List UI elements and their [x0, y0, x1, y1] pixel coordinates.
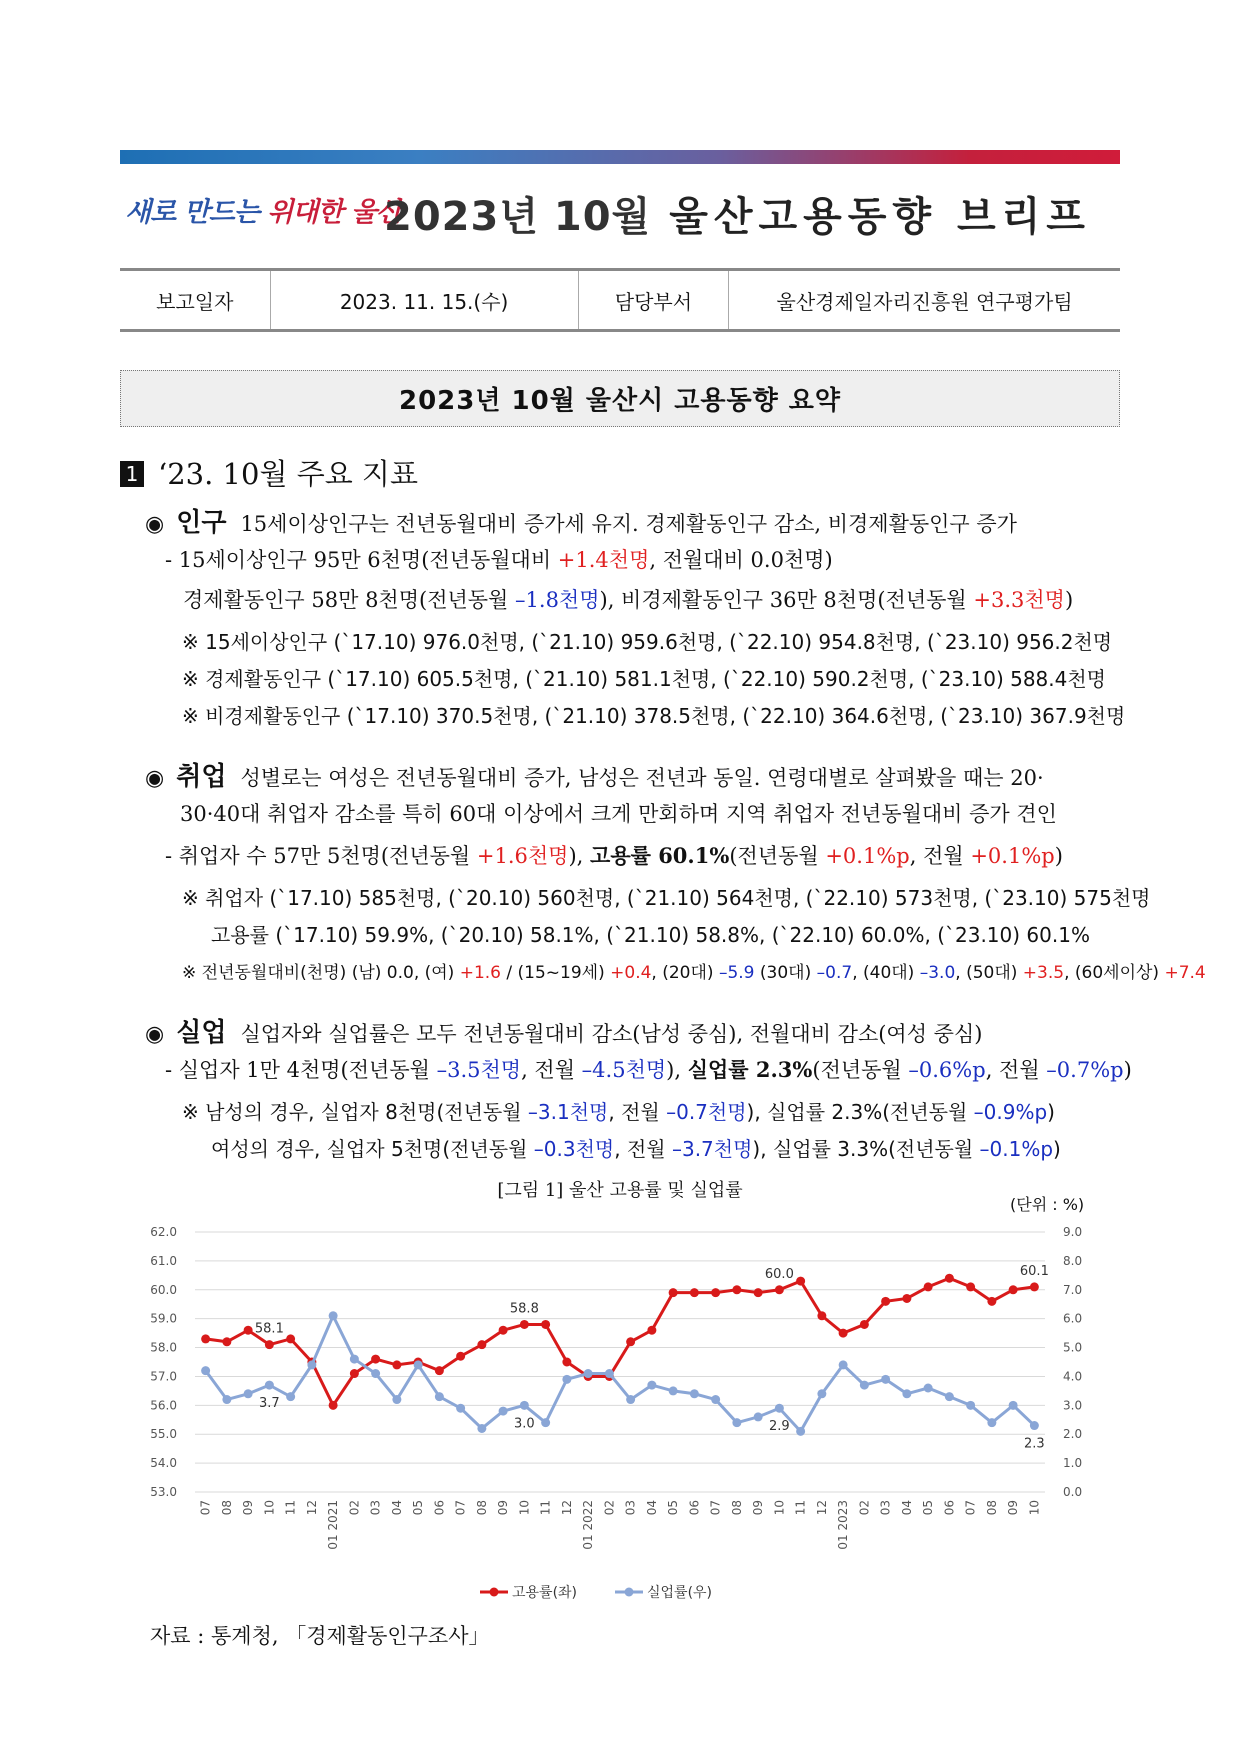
x-tick-label: 11 — [538, 1500, 553, 1516]
x-tick-label: 02 — [857, 1500, 872, 1516]
data-point — [966, 1282, 975, 1291]
data-point — [477, 1424, 486, 1433]
data-point — [732, 1418, 741, 1427]
data-point — [499, 1407, 508, 1416]
data-point — [520, 1401, 529, 1410]
data-label: 58.1 — [254, 1321, 284, 1337]
data-point — [605, 1369, 614, 1378]
x-tick-label: 10 — [262, 1500, 277, 1516]
x-tick-label: 09 — [751, 1500, 766, 1516]
department-value: 울산경제일자리진흥원 연구평가팀 — [776, 289, 1073, 314]
data-point — [499, 1326, 508, 1335]
x-tick-label: 12 — [304, 1500, 319, 1516]
data-point — [392, 1360, 401, 1369]
employment-note-3: ※ 전년동월대비(천명) (남) 0.0, (여) +1.6 / (15~19세) +0.4, (20대) –5.9 (30대) –0.7, (40대) –3.0, (50대) +3.5, (60세이상) +7.4 — [182, 963, 1206, 983]
data-point — [329, 1311, 338, 1320]
data-point — [201, 1366, 210, 1375]
y-left-tick-label: 53.0 — [150, 1485, 177, 1499]
unemployment-note-2: 여성의 경우, 실업자 5천명(전년동월 –0.3천명, 전월 –3.7천명), 실업률 3.3%(전년동월 –0.1%p) — [211, 1137, 1061, 1161]
legend-label: 실업률(우) — [647, 1585, 713, 1601]
data-point — [244, 1389, 253, 1398]
x-tick-label: 06 — [687, 1500, 702, 1516]
bullet-icon: ◉ — [145, 512, 165, 537]
city-slogan-logo: 새로 만드는 위대한 울산 — [125, 197, 402, 228]
population-detail-1: - 15세이상인구 95만 6천명(전년동월대비 +1.4천명, 전월대비 0.0천명) — [165, 548, 833, 572]
bullet-icon: ◉ — [145, 1022, 165, 1047]
data-point — [562, 1375, 571, 1384]
data-label: 60.0 — [764, 1266, 794, 1282]
data-point — [414, 1360, 423, 1369]
data-point — [690, 1288, 699, 1297]
data-point — [222, 1337, 231, 1346]
data-label: 60.1 — [1019, 1263, 1049, 1279]
y-left-tick-label: 55.0 — [150, 1427, 177, 1442]
data-label: 3.0 — [514, 1416, 535, 1432]
data-point — [626, 1395, 635, 1404]
y-right-tick-label: 0.0 — [1063, 1485, 1083, 1499]
summary-title: 2023년 10월 울산시 고용동향 요약 — [120, 370, 1120, 427]
data-point — [817, 1389, 826, 1398]
y-left-tick-label: 59.0 — [150, 1311, 177, 1326]
data-point — [860, 1320, 869, 1329]
data-point — [541, 1320, 550, 1329]
population-note-1: ※ 15세이상인구 (`17.10) 976.0천명, (`21.10) 959.6천명, (`22.10) 954.8천명, (`23.10) 956.2천명 — [182, 630, 1113, 654]
report-date-value: 2023. 11. 15.(수) — [271, 271, 579, 329]
unemployment-note-1: ※ 남성의 경우, 실업자 8천명(전년동월 –3.1천명, 전월 –0.7천명), 실업률 2.3%(전년동월 –0.9%p) — [182, 1100, 1055, 1124]
y-right-tick-label: 6.0 — [1063, 1311, 1083, 1326]
data-point — [754, 1288, 763, 1297]
data-point — [924, 1384, 933, 1393]
x-tick-label: 03 — [878, 1500, 893, 1516]
data-point — [456, 1352, 465, 1361]
x-tick-label: 03 — [623, 1500, 638, 1516]
data-point — [647, 1326, 656, 1335]
data-point — [987, 1297, 996, 1306]
y-left-tick-label: 56.0 — [150, 1398, 177, 1413]
unemployment-headline: ◉ 실업 실업자와 실업률은 모두 전년동월대비 감소(남성 중심), 전월대비 감소(여성 중심) — [145, 1018, 983, 1048]
x-tick-label: 03 — [368, 1500, 383, 1516]
data-point — [902, 1389, 911, 1398]
data-point — [775, 1285, 784, 1294]
x-tick-label: 09 — [496, 1500, 511, 1516]
unemployment-detail-1: - 실업자 1만 4천명(전년동월 –3.5천명, 전월 –4.5천명), 실업률 2.3%(전년동월 –0.6%p, 전월 –0.7%p) — [165, 1057, 1132, 1082]
data-point — [1009, 1401, 1018, 1410]
data-point — [924, 1282, 933, 1291]
x-tick-label: 08 — [984, 1500, 999, 1516]
data-point — [966, 1401, 975, 1410]
data-point — [584, 1369, 593, 1378]
x-tick-label: 09 — [241, 1500, 256, 1516]
data-point — [520, 1320, 529, 1329]
data-point — [945, 1392, 954, 1401]
population-note-2: ※ 경제활동인구 (`17.10) 605.5천명, (`21.10) 581.1천명, (`22.10) 590.2천명, (`23.10) 588.4천명 — [182, 667, 1106, 691]
population-detail-2: 경제활동인구 58만 8천명(전년동월 –1.8천명), 비경제활동인구 36만 8천명(전년동월 +3.3천명) — [183, 588, 1074, 612]
department-label: 담당부서 — [579, 271, 730, 329]
x-tick-label: 07 — [708, 1500, 723, 1516]
data-point — [350, 1355, 359, 1364]
data-point — [669, 1386, 678, 1395]
x-tick-label: 06 — [432, 1500, 447, 1516]
population-summary: 15세이상인구는 전년동월대비 증가세 유지. 경제활동인구 감소, 비경제활동인구 증가 — [240, 512, 1017, 536]
employment-detail-1: - 취업자 수 57만 5천명(전년동월 +1.6천명), 고용률 60.1%(전년동월 +0.1%p, 전월 +0.1%p) — [165, 843, 1063, 868]
y-right-tick-label: 2.0 — [1063, 1427, 1083, 1442]
data-point — [860, 1381, 869, 1390]
figure-unit: (단위 : %) — [1010, 1195, 1085, 1214]
series-line-unemployment-rate — [206, 1316, 1035, 1435]
data-point — [987, 1418, 996, 1427]
data-point — [690, 1389, 699, 1398]
data-point — [562, 1358, 571, 1367]
legend-label: 고용률(좌) — [512, 1585, 578, 1601]
data-point — [945, 1274, 954, 1283]
x-tick-label: 04 — [644, 1500, 659, 1516]
data-label: 2.3 — [1024, 1436, 1045, 1452]
population-heading: 인구 — [176, 508, 227, 538]
x-tick-label: 07 — [963, 1500, 978, 1516]
data-point — [881, 1297, 890, 1306]
x-tick-label: 11 — [283, 1500, 298, 1516]
data-point — [201, 1334, 210, 1343]
y-left-tick-label: 54.0 — [150, 1456, 177, 1471]
x-tick-label: 01 2022 — [581, 1500, 596, 1550]
data-point — [775, 1404, 784, 1413]
data-point — [286, 1392, 295, 1401]
employment-unemployment-chart — [140, 1220, 1115, 1605]
employment-summary-2: 30·40대 취업자 감소를 특히 60대 이상에서 크게 만회하며 지역 취업자 전년동월대비 증가 견인 — [180, 802, 1057, 826]
legend-marker — [490, 1588, 499, 1597]
data-point — [392, 1395, 401, 1404]
top-color-bar — [120, 150, 1120, 164]
y-left-tick-label: 58.0 — [150, 1340, 177, 1355]
data-point — [1030, 1421, 1039, 1430]
source-note: 자료 : 통계청, 「경제활동인구조사」 — [150, 1624, 490, 1648]
y-left-tick-label: 57.0 — [150, 1369, 177, 1384]
data-point — [541, 1418, 550, 1427]
y-left-tick-label: 62.0 — [150, 1225, 177, 1239]
data-point — [839, 1360, 848, 1369]
data-point — [647, 1381, 656, 1390]
data-point — [796, 1277, 805, 1286]
data-point — [222, 1395, 231, 1404]
y-left-tick-label: 61.0 — [150, 1253, 177, 1268]
data-label: 58.8 — [509, 1301, 539, 1317]
data-point — [902, 1294, 911, 1303]
population-note-3: ※ 비경제활동인구 (`17.10) 370.5천명, (`21.10) 378.5천명, (`22.10) 364.6천명, (`23.10) 367.9천명 — [182, 704, 1126, 728]
data-point — [456, 1404, 465, 1413]
x-tick-label: 04 — [389, 1500, 404, 1516]
x-tick-label: 09 — [1006, 1500, 1021, 1516]
y-right-tick-label: 8.0 — [1063, 1253, 1083, 1268]
data-point — [669, 1288, 678, 1297]
y-right-tick-label: 3.0 — [1063, 1398, 1083, 1413]
data-point — [711, 1288, 720, 1297]
data-point — [1030, 1282, 1039, 1291]
data-point — [754, 1412, 763, 1421]
x-tick-label: 10 — [517, 1500, 532, 1516]
report-date-label: 보고일자 — [120, 271, 271, 329]
y-right-tick-label: 5.0 — [1063, 1340, 1083, 1355]
y-right-tick-label: 9.0 — [1063, 1225, 1083, 1239]
x-tick-label: 05 — [921, 1500, 936, 1516]
data-point — [435, 1366, 444, 1375]
x-tick-label: 11 — [793, 1500, 808, 1516]
data-point — [286, 1334, 295, 1343]
data-label: 3.7 — [259, 1396, 280, 1412]
data-point — [626, 1337, 635, 1346]
title-date: 2023년 10월 — [384, 194, 652, 240]
x-tick-label: 04 — [899, 1500, 914, 1516]
figure-caption: [그림 1] 울산 고용률 및 실업률 — [497, 1180, 743, 1201]
x-tick-label: 07 — [198, 1500, 213, 1516]
x-tick-label: 01 2023 — [836, 1500, 851, 1550]
data-point — [265, 1381, 274, 1390]
data-label: 2.9 — [769, 1419, 790, 1435]
data-point — [881, 1375, 890, 1384]
y-right-tick-label: 1.0 — [1063, 1456, 1083, 1471]
x-tick-label: 12 — [814, 1500, 829, 1516]
x-tick-label: 02 — [347, 1500, 362, 1516]
x-tick-label: 02 — [602, 1500, 617, 1516]
y-right-tick-label: 7.0 — [1063, 1282, 1083, 1297]
data-point — [307, 1360, 316, 1369]
x-tick-label: 05 — [666, 1500, 681, 1516]
x-tick-label: 08 — [729, 1500, 744, 1516]
population-headline — [145, 502, 1017, 539]
unemployment-heading: 실업 — [176, 1018, 227, 1048]
legend-marker — [625, 1588, 634, 1597]
y-right-tick-label: 4.0 — [1063, 1369, 1083, 1384]
page-title — [384, 185, 1091, 242]
data-point — [435, 1392, 444, 1401]
y-left-tick-label: 60.0 — [150, 1282, 177, 1297]
x-tick-label: 01 2021 — [326, 1500, 341, 1550]
data-point — [796, 1427, 805, 1436]
x-tick-label: 10 — [772, 1500, 787, 1516]
data-point — [329, 1401, 338, 1410]
bullet-icon: ◉ — [145, 766, 165, 791]
data-point — [817, 1311, 826, 1320]
employment-note-2: 고용률 (`17.10) 59.9%, (`20.10) 58.1%, (`21.10) 58.8%, (`22.10) 60.0%, (`23.10) 60.1% — [211, 923, 1090, 947]
section-title: ‘23. 10월 주요 지표 — [158, 457, 418, 491]
data-point — [1009, 1285, 1018, 1294]
title-name: 울산고용동향 브리프 — [669, 194, 1091, 240]
data-point — [371, 1369, 380, 1378]
data-point — [732, 1285, 741, 1294]
data-point — [244, 1326, 253, 1335]
data-point — [477, 1340, 486, 1349]
x-tick-label: 12 — [559, 1500, 574, 1516]
data-point — [371, 1355, 380, 1364]
data-point — [839, 1329, 848, 1338]
data-point — [711, 1395, 720, 1404]
section-heading — [120, 452, 418, 493]
section-number: 1 — [120, 461, 144, 487]
x-tick-label: 06 — [942, 1500, 957, 1516]
x-tick-label: 10 — [1027, 1500, 1042, 1516]
x-tick-label: 05 — [411, 1500, 426, 1516]
x-tick-label: 07 — [453, 1500, 468, 1516]
x-tick-label: 08 — [219, 1500, 234, 1516]
employment-headline: ◉ 취업 성별로는 여성은 전년동월대비 증가, 남성은 전년과 동일. 연령대별로 살펴봤을 때는 20· — [145, 762, 1044, 792]
report-info-table — [120, 268, 1120, 332]
x-tick-label: 08 — [474, 1500, 489, 1516]
data-point — [350, 1369, 359, 1378]
employment-note-1: ※ 취업자 (`17.10) 585천명, (`20.10) 560천명, (`21.10) 564천명, (`22.10) 573천명, (`23.10) 575천명 — [182, 886, 1151, 910]
data-point — [265, 1340, 274, 1349]
employment-heading: 취업 — [176, 762, 227, 792]
